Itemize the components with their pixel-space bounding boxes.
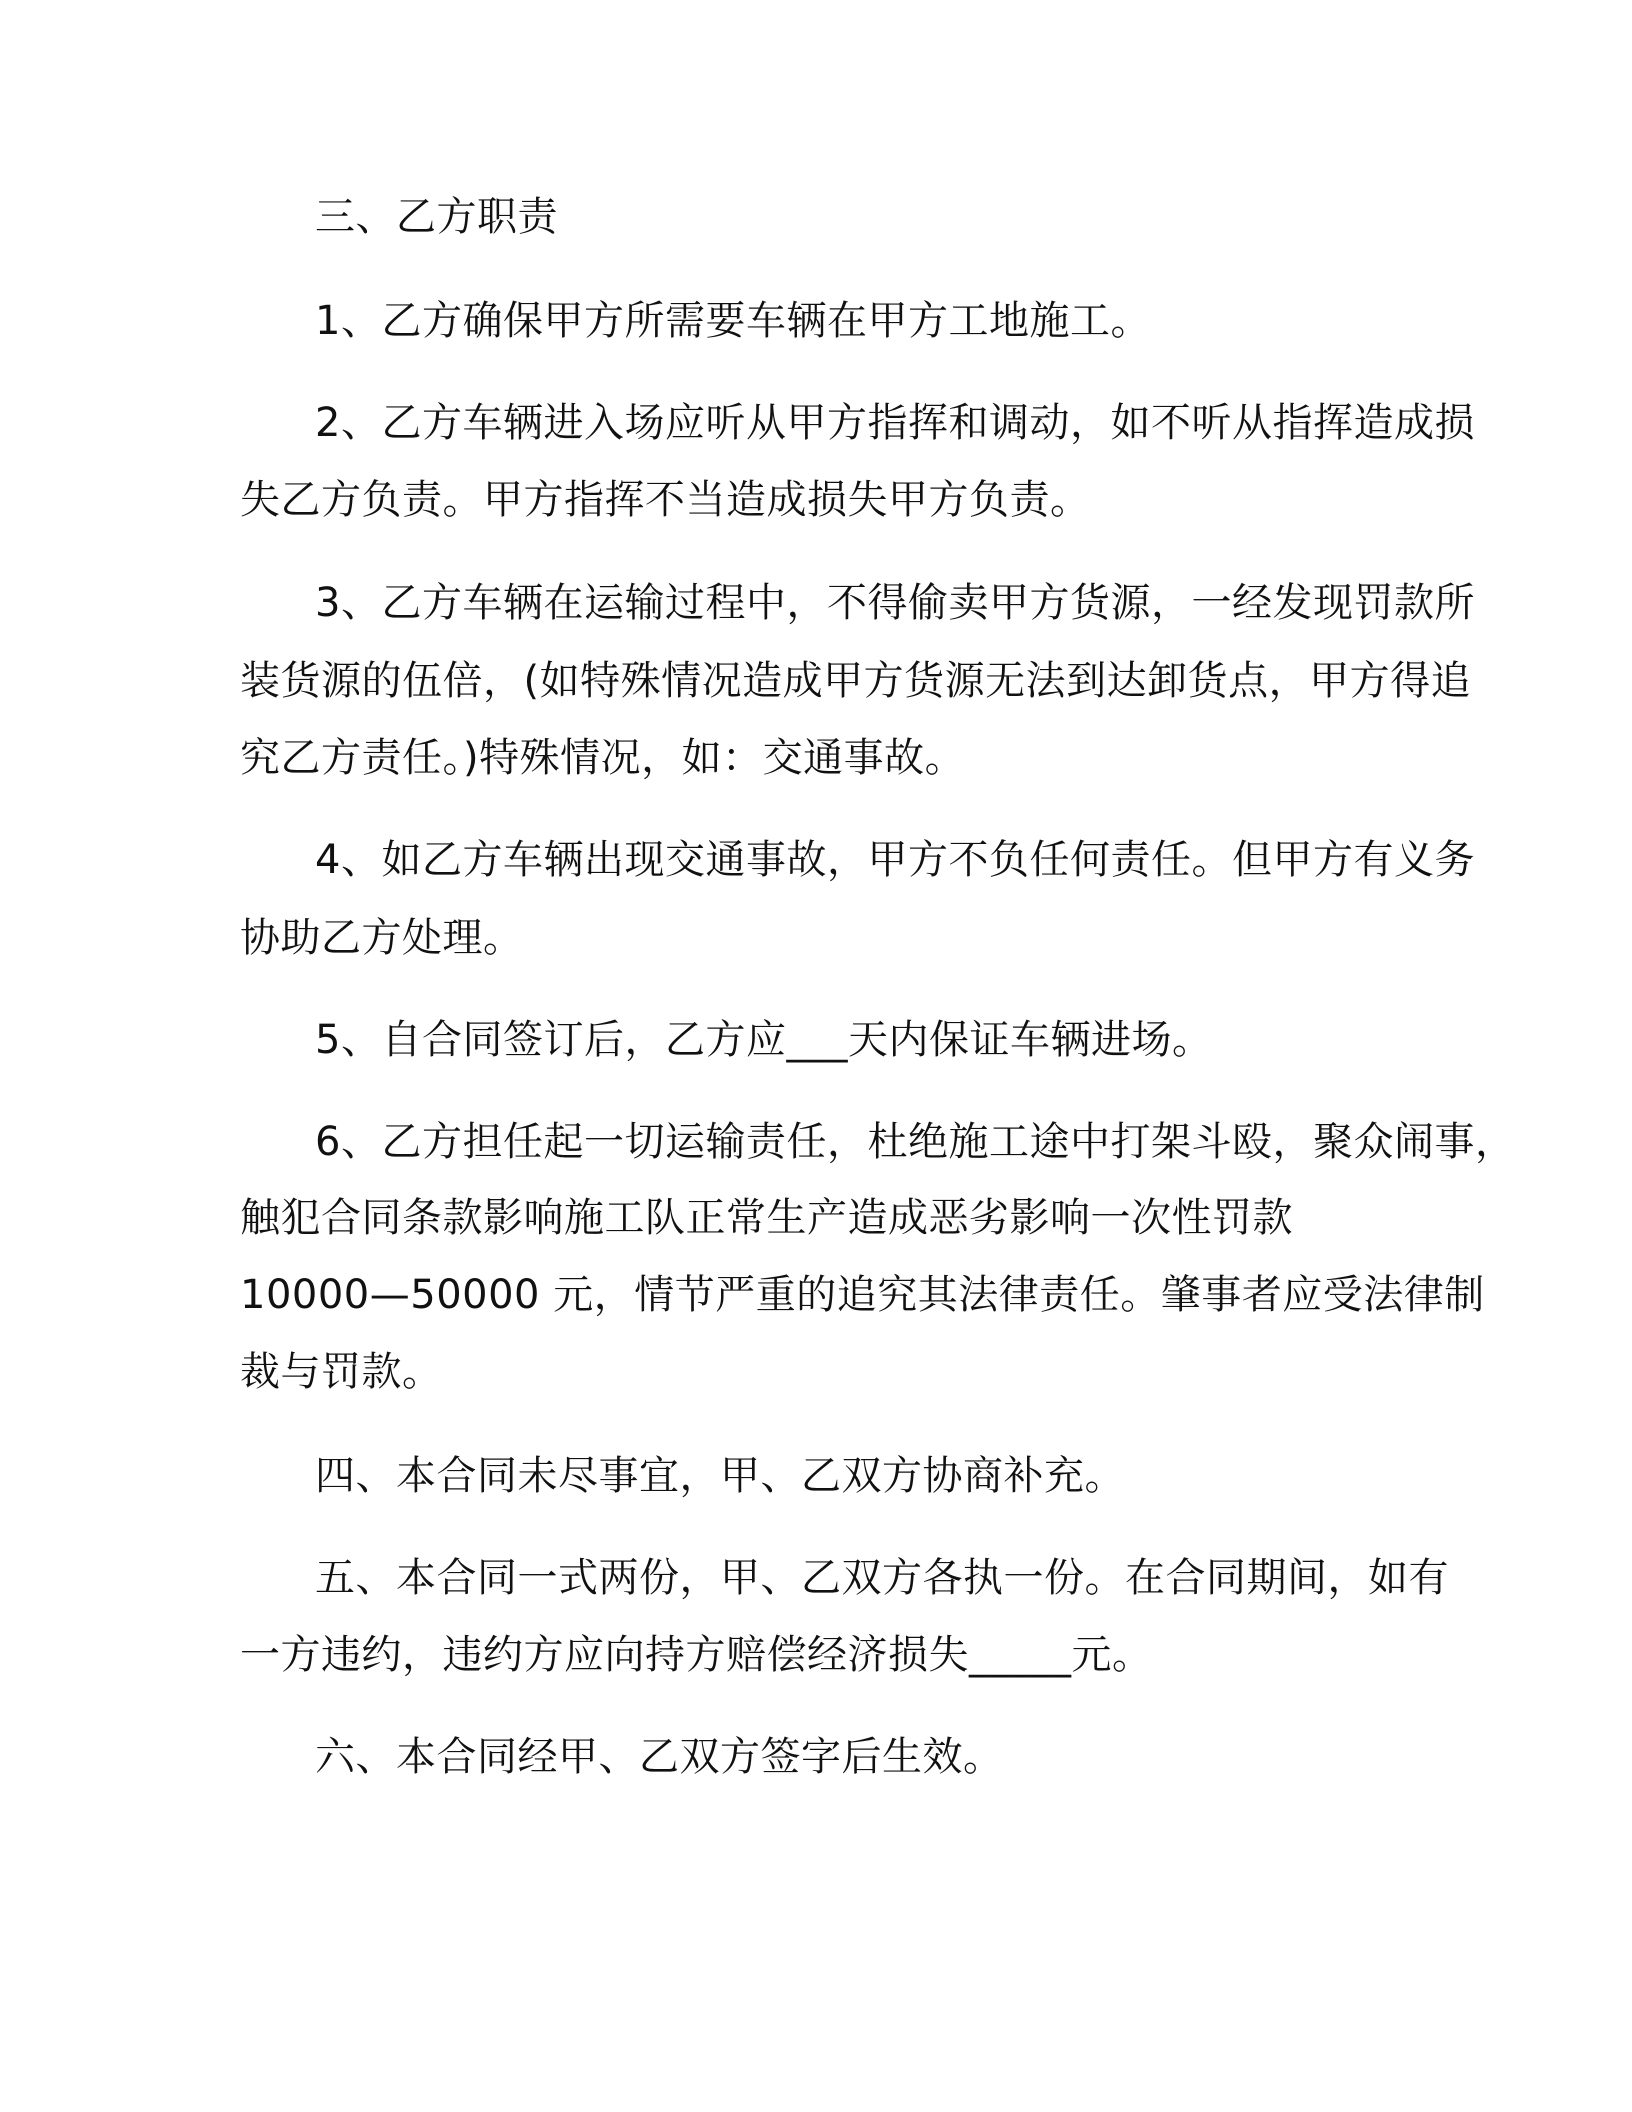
clause-6-line-1: 6、乙方担任起一切运输责任，杜绝施工途中打架斗殴，聚众闹事， xyxy=(315,1119,1516,1165)
clause-2-line-2: 失乙方负责。甲方指挥不当造成损失甲方负责。 xyxy=(240,477,1091,523)
clause-1-line-1: 1、乙方确保甲方所需要车辆在甲方工地施工。 xyxy=(315,298,1151,344)
section-heading-party-b-duties: 三、乙方职责 xyxy=(315,194,558,240)
clause-6-line-4: 裁与罚款。 xyxy=(240,1349,443,1395)
clause-3-line-3: 究乙方责任。)特殊情况，如：交通事故。 xyxy=(240,735,966,781)
clause-6-line-2: 触犯合同条款影响施工队正常生产造成恶劣影响一次性罚款 xyxy=(240,1195,1293,1241)
clause-6-line-3: 10000—50000 元，情节严重的追究其法律责任。肇事者应受法律制 xyxy=(240,1272,1485,1318)
section-five-line-1: 五、本合同一式两份，甲、乙双方各执一份。在合同期间，如有 xyxy=(315,1555,1449,1601)
clause-5-line-1: 5、自合同签订后，乙方应___天内保证车辆进场。 xyxy=(315,1017,1213,1063)
clause-3-line-1: 3、乙方车辆在运输过程中，不得偷卖甲方货源，一经发现罚款所 xyxy=(315,580,1475,626)
section-four: 四、本合同未尽事宜，甲、乙双方协商补充。 xyxy=(315,1453,1125,1499)
section-five-line-2: 一方违约，违约方应向持方赔偿经济损失_____元。 xyxy=(240,1632,1153,1678)
section-six: 六、本合同经甲、乙双方签字后生效。 xyxy=(315,1734,1004,1780)
clause-3-line-2: 装货源的伍倍，(如特殊情况造成甲方货源无法到达卸货点，甲方得追 xyxy=(240,658,1472,704)
clause-2-line-1: 2、乙方车辆进入场应听从甲方指挥和调动，如不听从指挥造成损 xyxy=(315,400,1475,446)
clause-4-line-2: 协助乙方处理。 xyxy=(240,915,524,961)
clause-4-line-1: 4、如乙方车辆出现交通事故，甲方不负任何责任。但甲方有义务 xyxy=(315,837,1475,883)
